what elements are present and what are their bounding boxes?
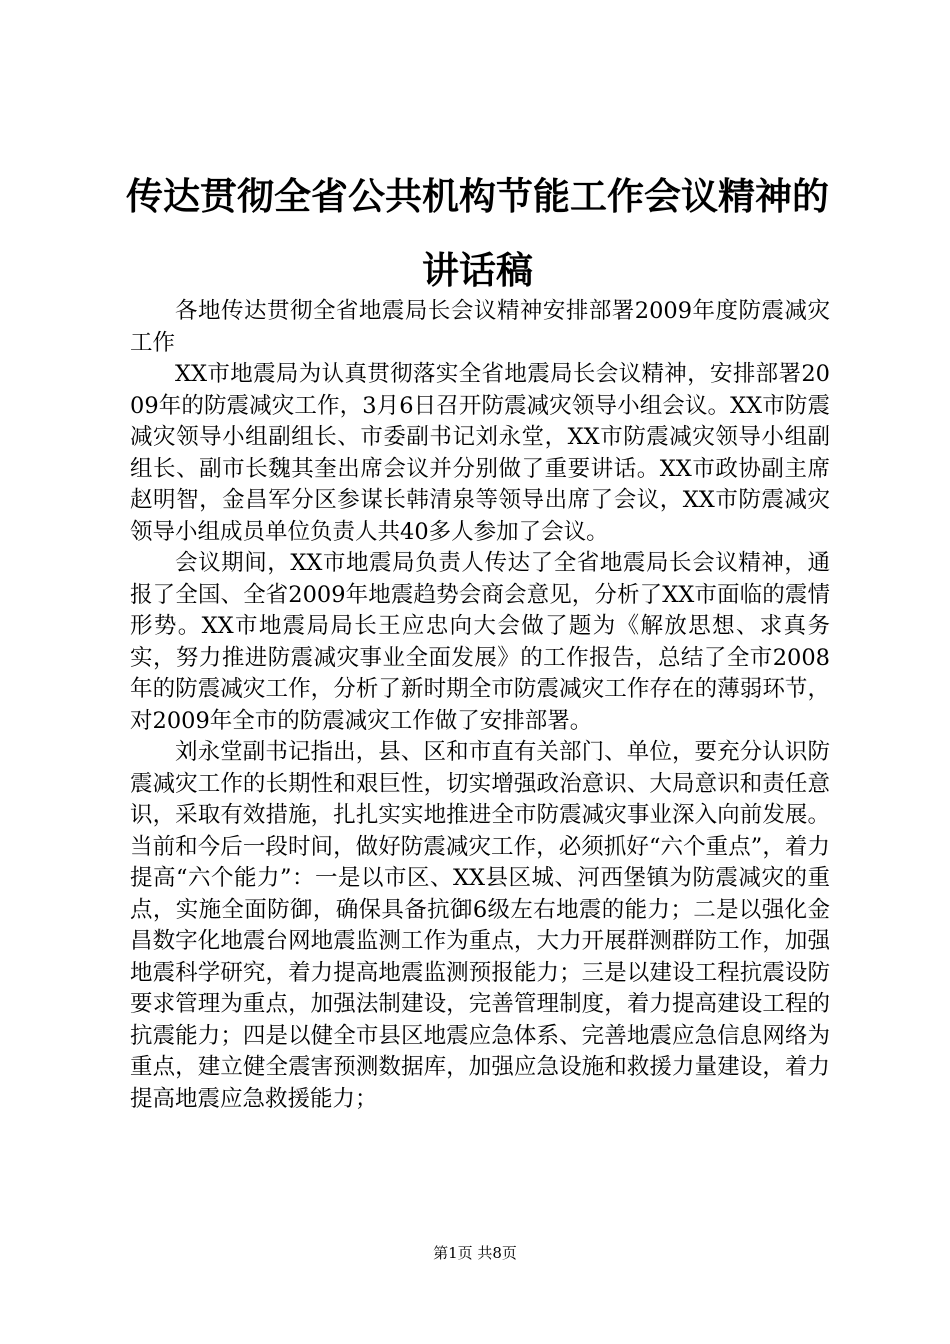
paragraph-3: 会议期间，XX市地震局负责人传达了全省地震局长会议精神，通报了全国、全省2009年地震趋势会商会意见，分析了XX市面临的震情形势。XX市地震局局长王应忠向大会做了题为《解放思想、求真务实，努力推进防震减灾事业全面发展》的工作报告，总结了全市2008年的防震减灾工作，分析了新时期全市防震减灾工作存在的薄弱环节，对2009年全市的防震减灾工作做了安排部署。 [130,550,830,734]
paragraph-1: 各地传达贯彻全省地震局长会议精神安排部署2009年度防震减灾工作 [130,298,830,356]
paragraph-2: XX市地震局为认真贯彻落实全省地震局长会议精神，安排部署2009年的防震减灾工作，3月6日召开防震减灾领导小组会议。XX市防震减灾领导小组副组长、市委副书记刘永堂，XX市防震减灾领导小组副组长、副市长魏其奎出席会议并分别做了重要讲话。XX市政协副主席赵明智，金昌军分区参谋长韩清泉等领导出席了会议，XX市防震减灾领导小组成员单位负责人共40多人参加了会议。 [130,361,830,545]
document-title: 传达贯彻全省公共机构节能工作会议精神的讲话稿 [126,175,829,292]
page-footer: 第1页 共8页 [433,1244,517,1262]
paragraph-4: 刘永堂副书记指出，县、区和市直有关部门、单位，要充分认识防震减灾工作的长期性和艰巨性，切实增强政治意识、大局意识和责任意识，采取有效措施，扎扎实实地推进全市防震减灾事业深入向前发展。当前和今后一段时间，做好防震减灾工作，必须抓好“六个重点”，着力提高“六个能力”：一是以市区、XX县区城、河西堡镇为防震减灾的重点，实施全面防御，确保具备抗御6级左右地震的能力；二是以强化金昌数字化地震台网地震监测工作为重点，大力开展群测群防工作，加强地震科学研究，着力提高地震监测预报能力；三是以建设工程抗震设防要求管理为重点，加强法制建设，完善管理制度，着力提高建设工程的抗震能力；四是以健全市县区地震应急体系、完善地震应急信息网络为重点，建立健全震害预测数据库，加强应急设施和救援力量建设，着力提高地震应急救援能力； [130,739,830,1112]
document-body [130,296,830,1115]
